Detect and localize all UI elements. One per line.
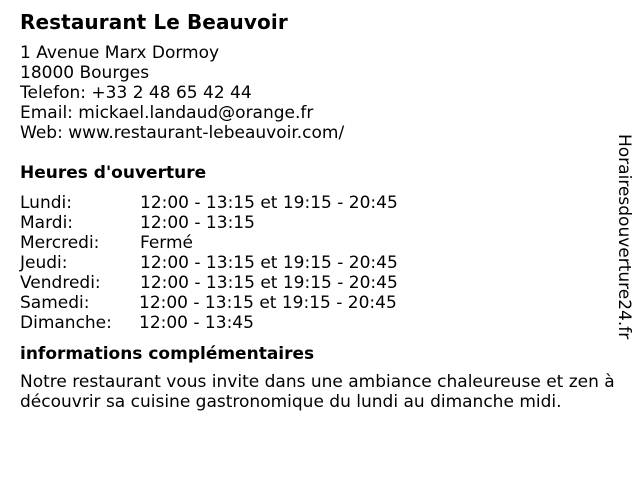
day-label: Vendredi: (20, 273, 101, 293)
day-hours: 12:00 - 13:15 et 19:15 - 20:45 (140, 253, 398, 273)
restaurant-card (20, 9, 620, 412)
additional-info-text: Notre restaurant vous invite dans une ambiance chaleureuse et zen à découvrir sa cuisine gastronomique du lundi au dimanche midi. (20, 372, 615, 412)
hours-row-wednesday (20, 233, 620, 253)
opening-hours-list (20, 193, 620, 333)
day-label: Lundi: (20, 193, 72, 213)
day-label: Samedi: (20, 293, 90, 313)
day-hours: Fermé (140, 233, 194, 253)
day-hours: 12:00 - 13:15 et 19:15 - 20:45 (139, 293, 397, 313)
opening-hours-title: Heures d'ouverture (20, 163, 207, 183)
hours-row-thursday (20, 253, 620, 273)
day-label: Mardi: (20, 213, 74, 233)
day-hours: 12:00 - 13:15 (140, 213, 255, 233)
address-line-1: 1 Avenue Marx Dormoy (20, 43, 220, 63)
hours-row-tuesday (20, 213, 620, 233)
hours-row-friday (20, 273, 620, 293)
hours-row-sunday (20, 313, 620, 333)
day-hours: 12:00 - 13:15 et 19:15 - 20:45 (140, 193, 398, 213)
day-label: Jeudi: (20, 253, 68, 273)
restaurant-name: Restaurant Le Beauvoir (20, 10, 288, 34)
additional-info-title: informations complémentaires (20, 344, 315, 364)
email: Email: mickael.landaud@orange.fr (20, 103, 314, 123)
side-watermark (614, 134, 634, 344)
hours-row-monday (20, 193, 620, 213)
side-watermark-text: Horairesdouverture24.fr (614, 134, 634, 340)
address-line-2: 18000 Bourges (20, 63, 150, 83)
day-label: Dimanche: (20, 313, 112, 333)
phone: Telefon: +33 2 48 65 42 44 (20, 83, 252, 103)
day-hours: 12:00 - 13:45 (139, 313, 254, 333)
day-label: Mercredi: (20, 233, 100, 253)
hours-row-saturday (20, 293, 620, 313)
day-hours: 12:00 - 13:15 et 19:15 - 20:45 (140, 273, 398, 293)
website: Web: www.restaurant-lebeauvoir.com/ (20, 123, 345, 143)
